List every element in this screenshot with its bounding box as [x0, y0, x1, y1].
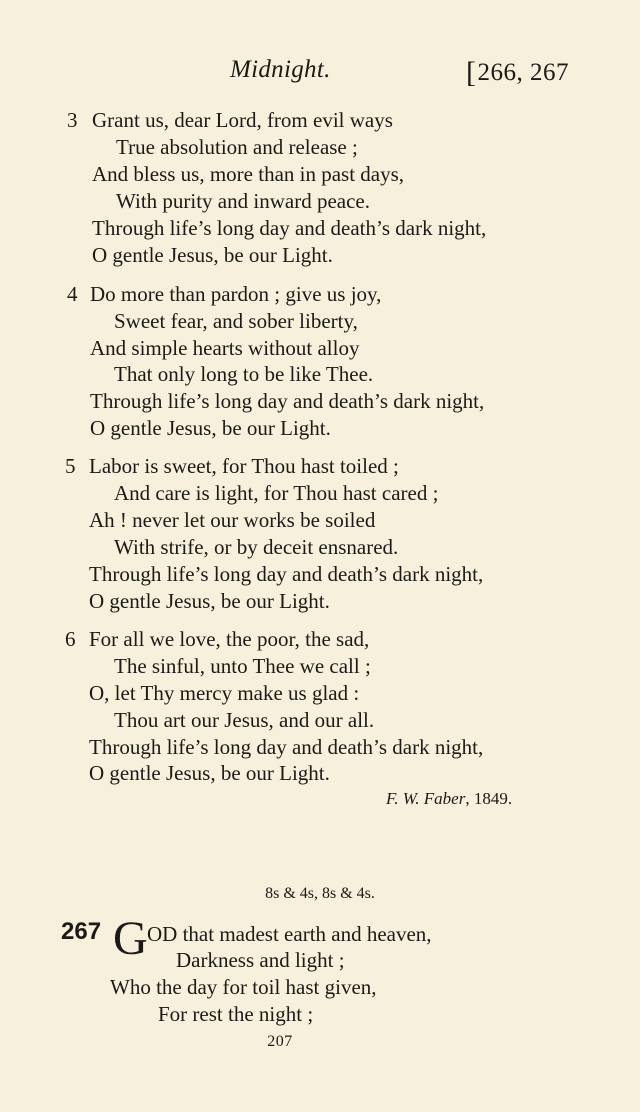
verse-line: With strife, or by deceit ensnared. [114, 535, 399, 559]
verse-line: And care is light, for Thou hast cared ; [114, 481, 439, 505]
verse-line: Who the day for toil hast given, [110, 975, 377, 999]
verse-line: Sweet fear, and sober liberty, [114, 309, 358, 333]
attribution-year: , 1849. [465, 789, 513, 808]
verse-line: For rest the night ; [158, 1002, 314, 1026]
stanza-number: 4 [67, 282, 78, 306]
page-number: 207 [267, 1033, 293, 1050]
running-head-hymn-numbers [466, 56, 569, 90]
verse-line: With purity and inward peace. [116, 189, 370, 213]
verse-line: Ah ! never let our works be soiled [89, 508, 376, 532]
attribution-author: F. W. Faber [386, 789, 466, 808]
verse-line: Through life’s long day and death’s dark night, [90, 389, 485, 413]
verse-line: Thou art our Jesus, and our all. [114, 708, 375, 732]
stanza-number: 5 [65, 454, 76, 478]
hymn-number: 267 [61, 918, 102, 945]
verse-line: Through life’s long day and death’s dark night, [92, 216, 487, 240]
stanza-number: 6 [65, 627, 76, 651]
verse-line: O gentle Jesus, be our Light. [89, 761, 330, 785]
verse-line: O gentle Jesus, be our Light. [89, 589, 330, 613]
verse-line: The sinful, unto Thee we call ; [114, 654, 371, 678]
verse-line: Through life’s long day and death’s dark night, [89, 562, 484, 586]
verse-line: O gentle Jesus, be our Light. [90, 416, 331, 440]
verse-line: OD that madest earth and heaven, [147, 922, 432, 946]
attribution [386, 789, 512, 809]
stanza-number: 3 [67, 108, 78, 132]
verse-line: O gentle Jesus, be our Light. [92, 243, 333, 267]
verse-line: Labor is sweet, for Thou hast toiled ; [89, 454, 399, 478]
verse-line: Do more than pardon ; give us joy, [90, 282, 382, 306]
verse-line: And bless us, more than in past days, [92, 162, 405, 186]
running-head-numbers: 266, 267 [477, 59, 569, 86]
verse-line: O, let Thy mercy make us glad : [89, 681, 360, 705]
verse-line: Grant us, dear Lord, from evil ways [92, 108, 393, 132]
drop-cap: G [113, 912, 148, 965]
verse-line: For all we love, the poor, the sad, [89, 627, 370, 651]
meter-label: 8s & 4s, 8s & 4s. [265, 885, 375, 902]
verse-line: Darkness and light ; [176, 948, 345, 972]
verse-line: Through life’s long day and death’s dark night, [89, 735, 484, 759]
verse-line: And simple hearts without alloy [90, 336, 360, 360]
running-head-title: Midnight. [230, 56, 331, 83]
verse-line: That only long to be like Thee. [114, 362, 374, 386]
verse-line: True absolution and release ; [116, 135, 358, 159]
running-head-bracket: [ [466, 56, 477, 89]
